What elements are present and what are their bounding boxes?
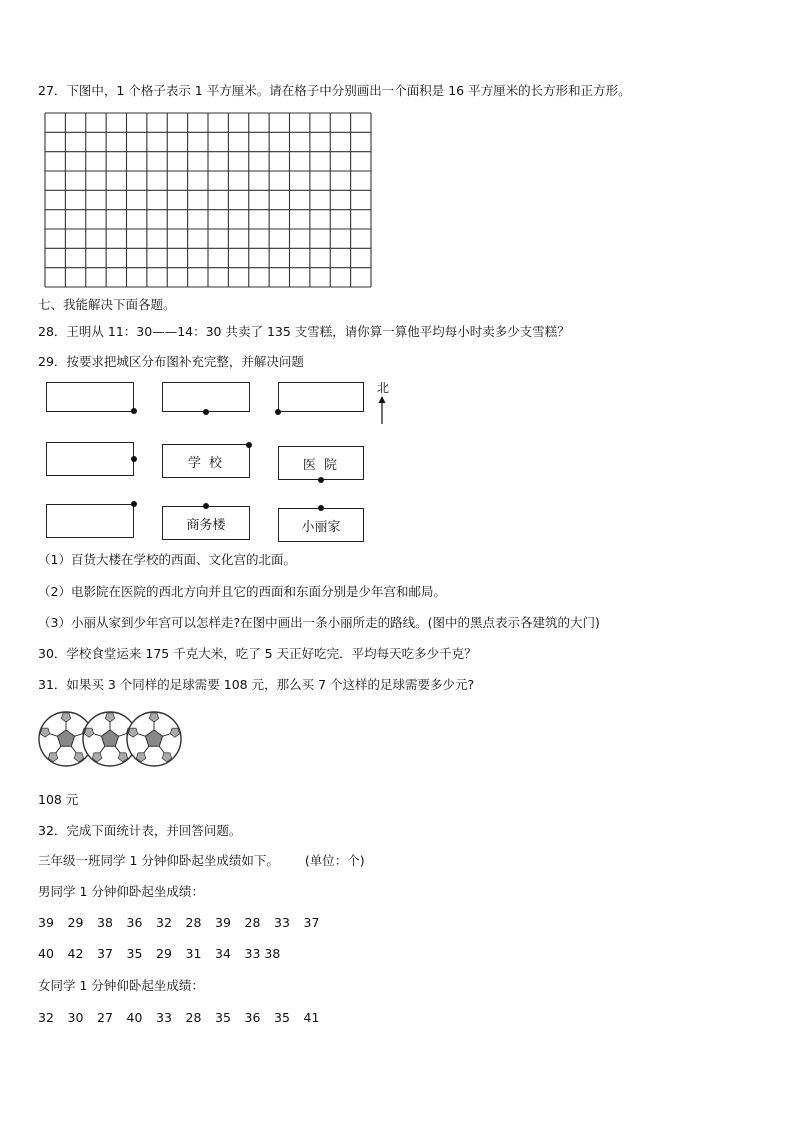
girls-score: 41 [303, 1010, 320, 1025]
map-box-hospital [278, 446, 364, 480]
gate-dot-5 [131, 501, 137, 507]
school-label: 学 校 [187, 455, 225, 471]
gate-dot-1 [131, 408, 137, 414]
q32-girls-row1 [38, 1010, 333, 1026]
map-box-home [278, 508, 364, 542]
hospital-label: 医 院 [302, 457, 340, 473]
soccer-balls-image [38, 707, 190, 771]
girls-score: 35 [215, 1010, 231, 1025]
map-empty-box-3[interactable] [278, 382, 364, 412]
q32-intro-line [38, 853, 365, 869]
boys-score: 33 [274, 915, 290, 930]
gate-dot-home [318, 505, 324, 511]
boys-score: 32 [156, 915, 172, 930]
boys-score: 37 [97, 946, 113, 961]
girls-score: 32 [38, 1010, 54, 1025]
q31-price-label: 108 元 [38, 792, 79, 807]
q31-text: 31．如果买 3 个同样的足球需要 108 元，那么买 7 个这样的足球需要多少元? [38, 677, 475, 692]
q29-sub2: （2）电影院在医院的西北方向并且它的西面和东面分别是少年宫和邮局。 [38, 584, 446, 599]
girls-score: 28 [185, 1010, 202, 1025]
boys-score: 42 [67, 946, 84, 961]
boys-score: 36 [126, 915, 143, 930]
boys-score: 29 [156, 946, 172, 961]
map-empty-box-2[interactable] [162, 382, 250, 412]
boys-score: 34 [215, 946, 231, 961]
boys-score: 38 [97, 915, 113, 930]
boys-score: 39 [215, 915, 231, 930]
gate-dot-2 [203, 409, 209, 415]
q32-text: 32．完成下面统计表，并回答问题。 [38, 823, 242, 838]
q29-text: 29．按要求把城区分布图补充完整，并解决问题 [38, 354, 304, 369]
map-empty-box-5[interactable] [46, 504, 134, 538]
q32-boys-row1 [38, 915, 333, 931]
boys-score: 39 [38, 915, 54, 930]
city-map[interactable] [40, 376, 390, 544]
boys-score: 28 [185, 915, 202, 930]
girls-score: 27 [97, 1010, 113, 1025]
map-box-business [162, 506, 250, 540]
q30-text: 30．学校食堂运来 175 千克大米，吃了 5 天正好吃完．平均每天吃多少千克？ [38, 646, 477, 661]
north-label: 北 [377, 381, 390, 395]
boys-score: 28 [244, 915, 261, 930]
gate-dot-3 [275, 409, 281, 415]
map-empty-box-1[interactable] [46, 382, 134, 412]
q32-girls-label: 女同学 1 分钟仰卧起坐成绩： [38, 978, 204, 993]
q32-boys-row2 [38, 946, 281, 962]
gate-dot-business [203, 503, 209, 509]
map-box-school [162, 444, 250, 478]
business-label: 商务楼 [186, 517, 226, 533]
home-label: 小丽家 [301, 519, 341, 535]
q27-text: 27．下图中，1 个格子表示 1 平方厘米。请在格子中分别画出一个面积是 16 平方厘米的长方形和正方形。 [38, 83, 631, 98]
q32-intro: 三年级一班同学 1 分钟仰卧起坐成绩如下。 [38, 853, 279, 868]
gate-dot-hospital [318, 477, 324, 483]
girls-score: 36 [244, 1010, 261, 1025]
q27-grid[interactable] [44, 112, 372, 288]
girls-score: 33 [156, 1010, 172, 1025]
girls-score: 35 [274, 1010, 290, 1025]
boys-score: 29 [67, 915, 84, 930]
gate-dot-school [246, 442, 252, 448]
map-empty-box-4[interactable] [46, 442, 134, 476]
boys-score: 31 [185, 946, 202, 961]
q32-boys-label: 男同学 1 分钟仰卧起坐成绩： [38, 884, 204, 899]
boys-score: 37 [303, 915, 320, 930]
boys-score: 40 [38, 946, 54, 961]
q28-text: 28．王明从 11：30——14：30 共卖了 135 支雪糕，请你算一算他平均每小时卖多少支雪糕？ [38, 324, 570, 339]
girls-score: 40 [126, 1010, 143, 1025]
north-arrow-icon [377, 396, 387, 424]
boys-score: 35 [126, 946, 143, 961]
boys-score: 33 38 [244, 946, 281, 961]
q29-sub1: （1）百货大楼在学校的西面、文化宫的北面。 [38, 552, 296, 567]
soccer-ball-icon [127, 712, 181, 766]
section-7-title: 七、我能解决下面各题。 [38, 297, 176, 312]
girls-score: 30 [67, 1010, 84, 1025]
gate-dot-4 [131, 456, 137, 462]
q29-sub3: （3）小丽从家到少年宫可以怎样走?在图中画出一条小丽所走的路线。(图中的黑点表示各建筑的大门) [38, 615, 600, 630]
q32-unit: (单位：个) [304, 853, 365, 868]
